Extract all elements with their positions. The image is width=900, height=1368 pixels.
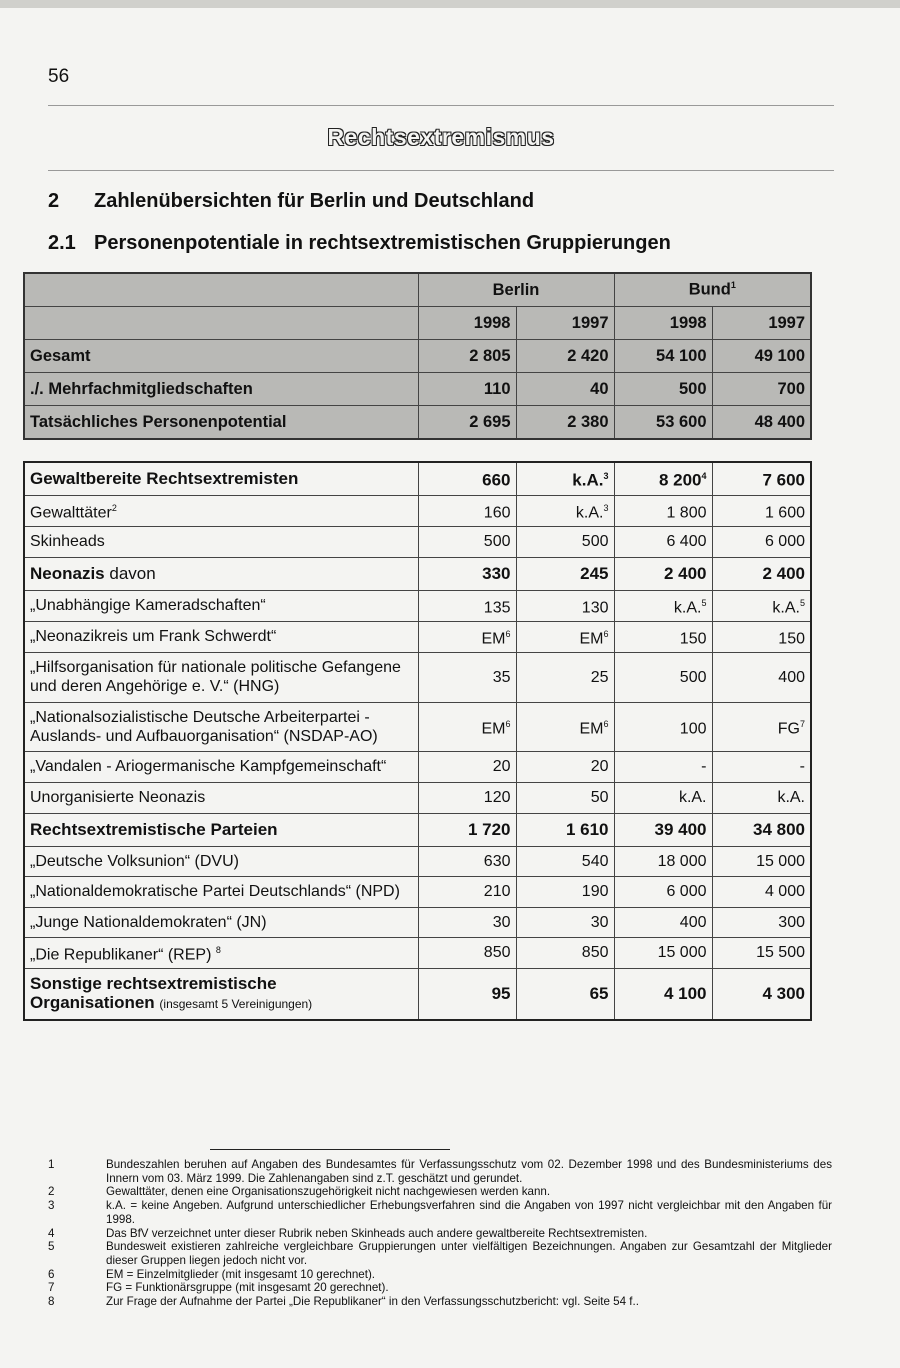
row-label: „Neonazikreis um Frank Schwerdt“ <box>24 621 418 652</box>
value-cell: 15 000 <box>614 937 712 968</box>
table-row <box>24 876 811 907</box>
section-heading <box>48 190 534 213</box>
value-cell: 330 <box>418 557 516 590</box>
subsection-number: 2.1 <box>48 232 76 254</box>
summary-corner-cell-2 <box>24 307 418 340</box>
value-cell: 6 400 <box>614 526 712 557</box>
value-cell: 7 600 <box>712 462 811 495</box>
value-cell: 1 800 <box>614 495 712 526</box>
value-cell: 500 <box>614 652 712 702</box>
value-cell: 400 <box>614 907 712 937</box>
value-cell: 500 <box>516 526 614 557</box>
section-title: Zahlenübersichten für Berlin und Deutschland <box>94 190 535 212</box>
value-cell: 15 500 <box>712 937 811 968</box>
value-cell: $FG^7$ <box>712 702 811 751</box>
summary-value: 2 380 <box>516 406 614 440</box>
value-cell: k.A. <box>712 782 811 813</box>
row-label: „Junge Nationaldemokraten“ (JN) <box>24 907 418 937</box>
year-cell: 1998 <box>614 307 712 340</box>
value-cell: 30 <box>418 907 516 937</box>
value-cell: - <box>712 751 811 782</box>
footnote: 6 EM = Einzelmitglieder (mit insgesamt 10 gerechnet). <box>48 1267 376 1281</box>
value-cell: 150 <box>614 621 712 652</box>
value-cell: 2 400 <box>712 557 811 590</box>
summary-row-tatsaechlich <box>24 406 811 440</box>
value-cell: 120 <box>418 782 516 813</box>
subsection-heading <box>48 232 671 255</box>
row-label: „Nationaldemokratische Partei Deutschlands“ (NPD) <box>24 876 418 907</box>
value-cell: - <box>614 751 712 782</box>
value-cell: 150 <box>712 621 811 652</box>
value-cell: k.A.$^3$ <box>516 462 614 495</box>
row-label: Unorganisierte Neonazis <box>24 782 418 813</box>
value-cell: 1 720 <box>418 813 516 846</box>
value-cell: 34 800 <box>712 813 811 846</box>
header-bund-label: Bund <box>688 280 731 299</box>
summary-table <box>23 272 812 440</box>
row-label: Gewalttäter$^2$ <box>24 495 418 526</box>
summary-row-label: Tatsächliches Personenpotential <box>24 406 418 440</box>
value-cell: 300 <box>712 907 811 937</box>
value-cell: 6 000 <box>614 876 712 907</box>
summary-row-mehrfach <box>24 373 811 406</box>
value-cell: k.A. <box>614 782 712 813</box>
summary-row-label: Gesamt <box>24 340 418 373</box>
year-cell: 1997 <box>712 307 811 340</box>
header-berlin: Berlin <box>418 273 614 307</box>
table-row <box>24 782 811 813</box>
footnote-separator <box>210 1149 450 1150</box>
summary-year-header-row <box>24 307 811 340</box>
value-cell: 6 000 <box>712 526 811 557</box>
row-label: „Unabhängige Kameradschaften“ <box>24 590 418 621</box>
table-row <box>24 557 811 590</box>
table-row <box>24 907 811 937</box>
year-cell: 1998 <box>418 307 516 340</box>
value-cell: 20 <box>418 751 516 782</box>
value-cell: 50 <box>516 782 614 813</box>
footnote: 2 Gewalttäter, denen eine Organisationszugehörigkeit nicht nachgewiesen werden kann. <box>48 1185 551 1199</box>
value-cell: 95 <box>418 968 516 1020</box>
value-cell: 100 <box>614 702 712 751</box>
value-cell: 35 <box>418 652 516 702</box>
row-label: Skinheads <box>24 526 418 557</box>
table-row <box>24 495 811 526</box>
summary-value: 500 <box>614 373 712 406</box>
value-cell: 4 300 <box>712 968 811 1020</box>
value-cell: $EM^6$ <box>418 702 516 751</box>
header-bund-footnote-ref: 1 <box>730 280 736 291</box>
table-row <box>24 526 811 557</box>
subsection-title: Personenpotentiale in rechtsextremistischen Gruppierungen <box>94 232 671 254</box>
table-row <box>24 621 811 652</box>
value-cell: 540 <box>516 846 614 876</box>
summary-value: 40 <box>516 373 614 406</box>
footnote: 3 k.A. = keine Angeben. Aufgrund unterschiedlicher Erhebungsverfahren sind die Angaben von 1997 nicht vergleichbar mit den Angaben für 1998. <box>48 1199 832 1226</box>
row-label: „Vandalen - Ariogermanische Kampfgemeinschaft“ <box>24 751 418 782</box>
value-cell: 4 000 <box>712 876 811 907</box>
section-number: 2 <box>48 190 60 212</box>
detail-table <box>23 461 812 1021</box>
table-row <box>24 590 811 621</box>
row-label: Neonazis davon <box>24 557 418 590</box>
summary-value: 53 600 <box>614 406 712 440</box>
value-cell: 25 <box>516 652 614 702</box>
value-cell: 130 <box>516 590 614 621</box>
summary-value: 48 400 <box>712 406 811 440</box>
value-cell: 65 <box>516 968 614 1020</box>
value-cell: 1 610 <box>516 813 614 846</box>
header-bund <box>614 273 811 307</box>
table-row <box>24 652 811 702</box>
footnote: 4 Das BfV verzeichnet unter dieser Rubrik neben Skinheads auch andere gewaltbereite Rechtsextremisten. <box>48 1226 648 1240</box>
value-cell: 18 000 <box>614 846 712 876</box>
table-row <box>24 462 811 495</box>
row-label: „Nationalsozialistische Deutsche Arbeiterpartei - Auslands- und Aufbauorganisation“ (NSDAP-AO) <box>24 702 418 751</box>
table-row <box>24 937 811 968</box>
value-cell: $EM^6$ <box>516 621 614 652</box>
footnote: 7 FG = Funktionärsgruppe (mit insgesamt 20 gerechnet). <box>48 1281 389 1295</box>
value-cell: 2 400 <box>614 557 712 590</box>
footnote: 5 Bundesweit existieren zahlreiche vergleichbare Gruppierungen unter vielfältigen Bezeichnungen. Angaben zur Gesamtzahl der Mitglieder dieser Gruppen liegen jedoch nicht vor. <box>48 1240 832 1267</box>
row-label: „Hilfsorganisation für nationale politische Gefangene und deren Angehörige e. V.“ (HNG) <box>24 652 418 702</box>
value-cell: 245 <box>516 557 614 590</box>
value-cell: 400 <box>712 652 811 702</box>
value-cell: 20 <box>516 751 614 782</box>
value-cell: 30 <box>516 907 614 937</box>
value-cell: 8 $200^4$ <box>614 462 712 495</box>
value-cell: 39 400 <box>614 813 712 846</box>
table-row <box>24 846 811 876</box>
summary-corner-cell <box>24 273 418 307</box>
table-row <box>24 813 811 846</box>
summary-value: 49 100 <box>712 340 811 373</box>
row-label: Gewaltbereite Rechtsextremisten <box>24 462 418 495</box>
row-label: „Die Republikaner“ (REP) $^8$ <box>24 937 418 968</box>
summary-value: 700 <box>712 373 811 406</box>
header-rule-bottom <box>48 170 834 171</box>
summary-value: 54 100 <box>614 340 712 373</box>
scan-top-edge <box>0 0 900 8</box>
value-cell: $EM^6$ <box>418 621 516 652</box>
value-cell: k.A.$^5$ <box>712 590 811 621</box>
footnote: 8 Zur Frage der Aufnahme der Partei „Die Republikaner“ in den Verfassungsschutzbericht: vgl. Seite 54 f.. <box>48 1295 639 1309</box>
page-banner: Rechtsextremismus <box>327 124 555 150</box>
value-cell: 850 <box>418 937 516 968</box>
summary-value: 2 420 <box>516 340 614 373</box>
value-cell: 210 <box>418 876 516 907</box>
value-cell: 135 <box>418 590 516 621</box>
summary-value: 2 805 <box>418 340 516 373</box>
summary-value: 2 695 <box>418 406 516 440</box>
value-cell: 160 <box>418 495 516 526</box>
footnote: 1 Bundeszahlen beruhen auf Angaben des Bundesamtes für Verfassungsschutz vom 02. Dezember 1998 und des Bundesministeriums des Innern vom 03. März 1999. Die Zahlenangaben sind z.T. geschätzt und gerundet. <box>48 1158 832 1185</box>
value-cell: 850 <box>516 937 614 968</box>
value-cell: k.A.$^5$ <box>614 590 712 621</box>
value-cell: $EM^6$ <box>516 702 614 751</box>
value-cell: 500 <box>418 526 516 557</box>
row-label: „Deutsche Volksunion“ (DVU) <box>24 846 418 876</box>
summary-row-gesamt <box>24 340 811 373</box>
summary-row-label: ./. Mehrfachmitgliedschaften <box>24 373 418 406</box>
value-cell: 4 100 <box>614 968 712 1020</box>
year-cell: 1997 <box>516 307 614 340</box>
value-cell: 15 000 <box>712 846 811 876</box>
summary-value: 110 <box>418 373 516 406</box>
summary-group-header-row <box>24 273 811 307</box>
value-cell: 660 <box>418 462 516 495</box>
value-cell: 1 600 <box>712 495 811 526</box>
footnotes <box>48 1158 832 1309</box>
value-cell: k.A.$^3$ <box>516 495 614 526</box>
table-row <box>24 968 811 1020</box>
value-cell: 630 <box>418 846 516 876</box>
value-cell: 190 <box>516 876 614 907</box>
table-row <box>24 751 811 782</box>
page-number: 56 <box>48 66 70 87</box>
table-row <box>24 702 811 751</box>
row-label: Rechtsextremistische Parteien <box>24 813 418 846</box>
row-label: Sonstige rechtsextremistische Organisationen (insgesamt 5 Vereinigungen) <box>24 968 418 1020</box>
header-rule-top <box>48 105 834 106</box>
